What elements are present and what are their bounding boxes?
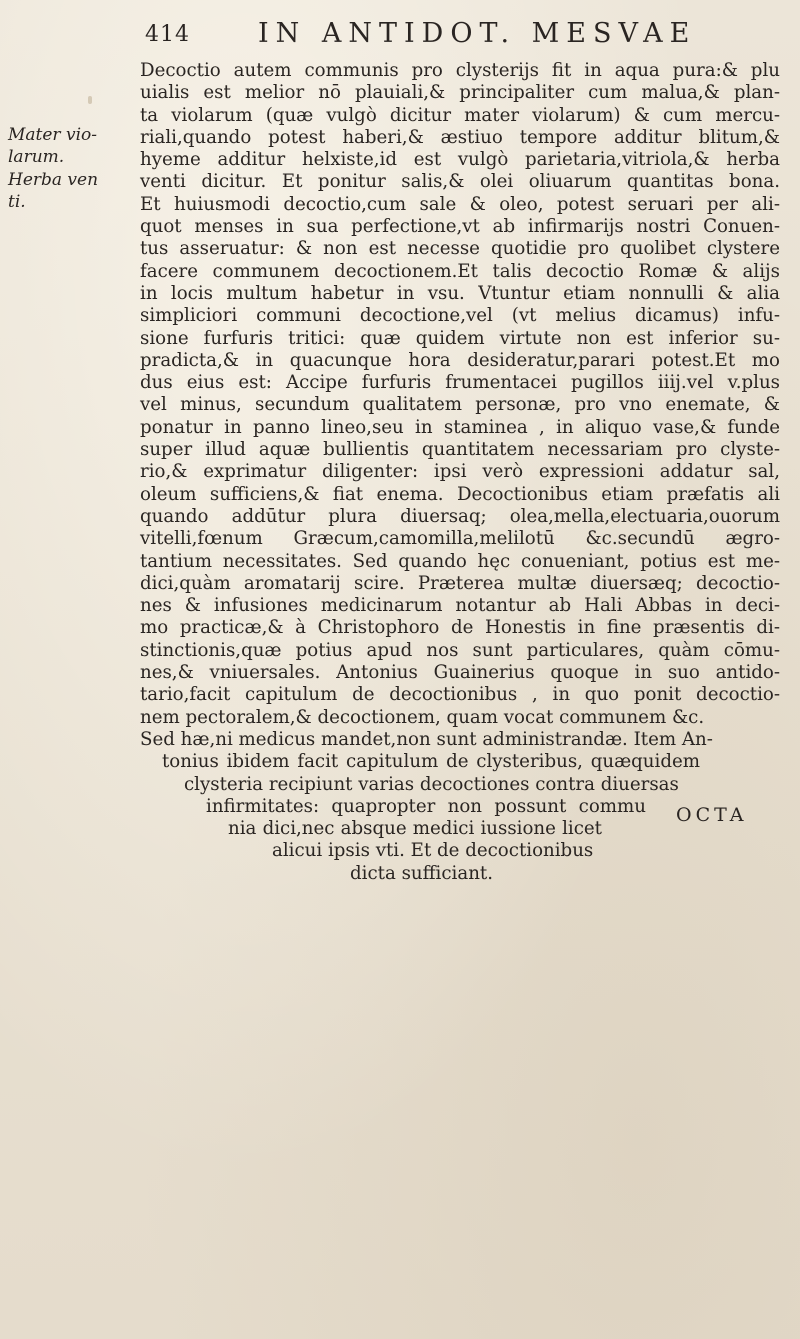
text-line: Et huiusmodi decoctio,cum sale & oleo, potest seruari per ali-: [140, 193, 780, 215]
text-line: uialis est melior nō plauiali,& principaliter cum malua,& plan-: [140, 82, 780, 104]
text-line: nes,& vniuersales. Antonius Guainerius quoque in suo antido-: [140, 662, 780, 684]
text-line: pradicta,& in quacunque hora desideratur,parari potest.Et mo: [140, 349, 780, 371]
text-line: tario,facit capitulum de decoctionibus , in quo ponit decoctio-: [140, 684, 780, 706]
text-line: in locis multum habetur in vsu. Vtuntur etiam nonnulli & alia: [140, 282, 780, 304]
main-text: [140, 60, 780, 885]
margin-note: ti.: [8, 191, 26, 212]
text-line: dus eius est: Accipe furfuris frumentacei pugillos iiij.vel v.plus: [140, 372, 780, 394]
text-line: sione furfuris tritici: quæ quidem virtute non est inferior su-: [140, 327, 780, 349]
text-line: tantium necessitates. Sed quando hęc conueniant, potius est me-: [140, 550, 780, 572]
text-line: facere communem decoctionem.Et talis decoctio Romæ & alijs: [140, 260, 780, 282]
text-line: simpliciori communi decoctione,vel (vt melius dicamus) infu-: [140, 305, 780, 327]
text-line: super illud aquæ bullientis quantitatem necessariam pro clyste-: [140, 439, 780, 461]
page-number: 414: [145, 22, 190, 47]
text-line: clysteria recipiunt varias decoctiones contra diuersas: [184, 773, 679, 795]
text-line: ta violarum (quæ vulgò dicitur mater violarum) & cum mercu-: [140, 104, 780, 126]
text-line: Sed hæ,ni medicus mandet,non sunt administrandæ. Item An-: [140, 728, 713, 750]
text-line: ponatur in panno lineo,seu in staminea , in aliquo vase,& funde: [140, 416, 780, 438]
text-line: vel minus, secundum qualitatem personæ, pro vno enemate, &: [140, 394, 780, 416]
text-line: nem pectoralem,& decoctionem, quam vocat communem &c.: [140, 706, 705, 728]
text-line: riali,quando potest haberi,& æstiuo tempore additur blitum,&: [140, 126, 780, 148]
text-line: stinctionis,quæ potius apud nos sunt particulares, quàm cōmu-: [140, 639, 780, 661]
text-line: hyeme additur helxiste,id est vulgò parietaria,vitriola,& herba: [140, 149, 780, 171]
text-line: dici,quàm aromatarij scire. Præterea multæ diuersæq; decoctio-: [140, 572, 780, 594]
text-line: tus asseruatur: & non est necesse quotidie pro quolibet clystere: [140, 238, 780, 260]
text-line: tonius ibidem facit capitulum de clysteribus, quæquidem: [162, 751, 700, 773]
paper-mark: [88, 96, 92, 104]
text-line: quot menses in sua perfectione,vt ab infirmarijs nostri Conuen-: [140, 216, 780, 238]
text-line: venti dicitur. Et ponitur salis,& olei oliuarum quantitas bona.: [140, 171, 780, 193]
text-line: rio,& exprimatur diligenter: ipsi verò expressioni addatur sal,: [140, 461, 780, 483]
text-line: oleum sufficiens,& fiat enema. Decoctionibus etiam præfatis ali: [140, 483, 780, 505]
text-line: alicui ipsis vti. Et de decoctionibus: [272, 840, 594, 862]
text-line: mo practicæ,& à Christophoro de Honestis in fine præsentis di-: [140, 617, 780, 639]
margin-note: Mater vio-: [8, 125, 97, 145]
text-line: nes & infusiones medicinarum notantur ab Hali Abbas in deci-: [140, 595, 780, 617]
text-line: infirmitates: quapropter non possunt commu: [206, 795, 646, 817]
margin-note: Herba ven: [8, 169, 99, 190]
text-line: vitelli,fœnum Græcum,camomilla,melilotū &c.secundū ægro-: [140, 528, 780, 550]
text-line: quando addūtur plura diuersaq; olea,mella,electuaria,ouorum: [140, 505, 780, 527]
text-line: Decoctio autem communis pro clysterijs fit in aqua pura:& plu: [140, 60, 780, 81]
text-line: dicta sufficiant.: [350, 862, 494, 884]
margin-note: larum.: [8, 147, 65, 168]
catchword: OCTA: [676, 804, 748, 826]
text-line: nia dici,nec absque medici iussione licet: [228, 818, 602, 840]
margin-notes: [8, 124, 120, 213]
running-head: IN ANTIDOT. MESVAE: [258, 18, 697, 49]
